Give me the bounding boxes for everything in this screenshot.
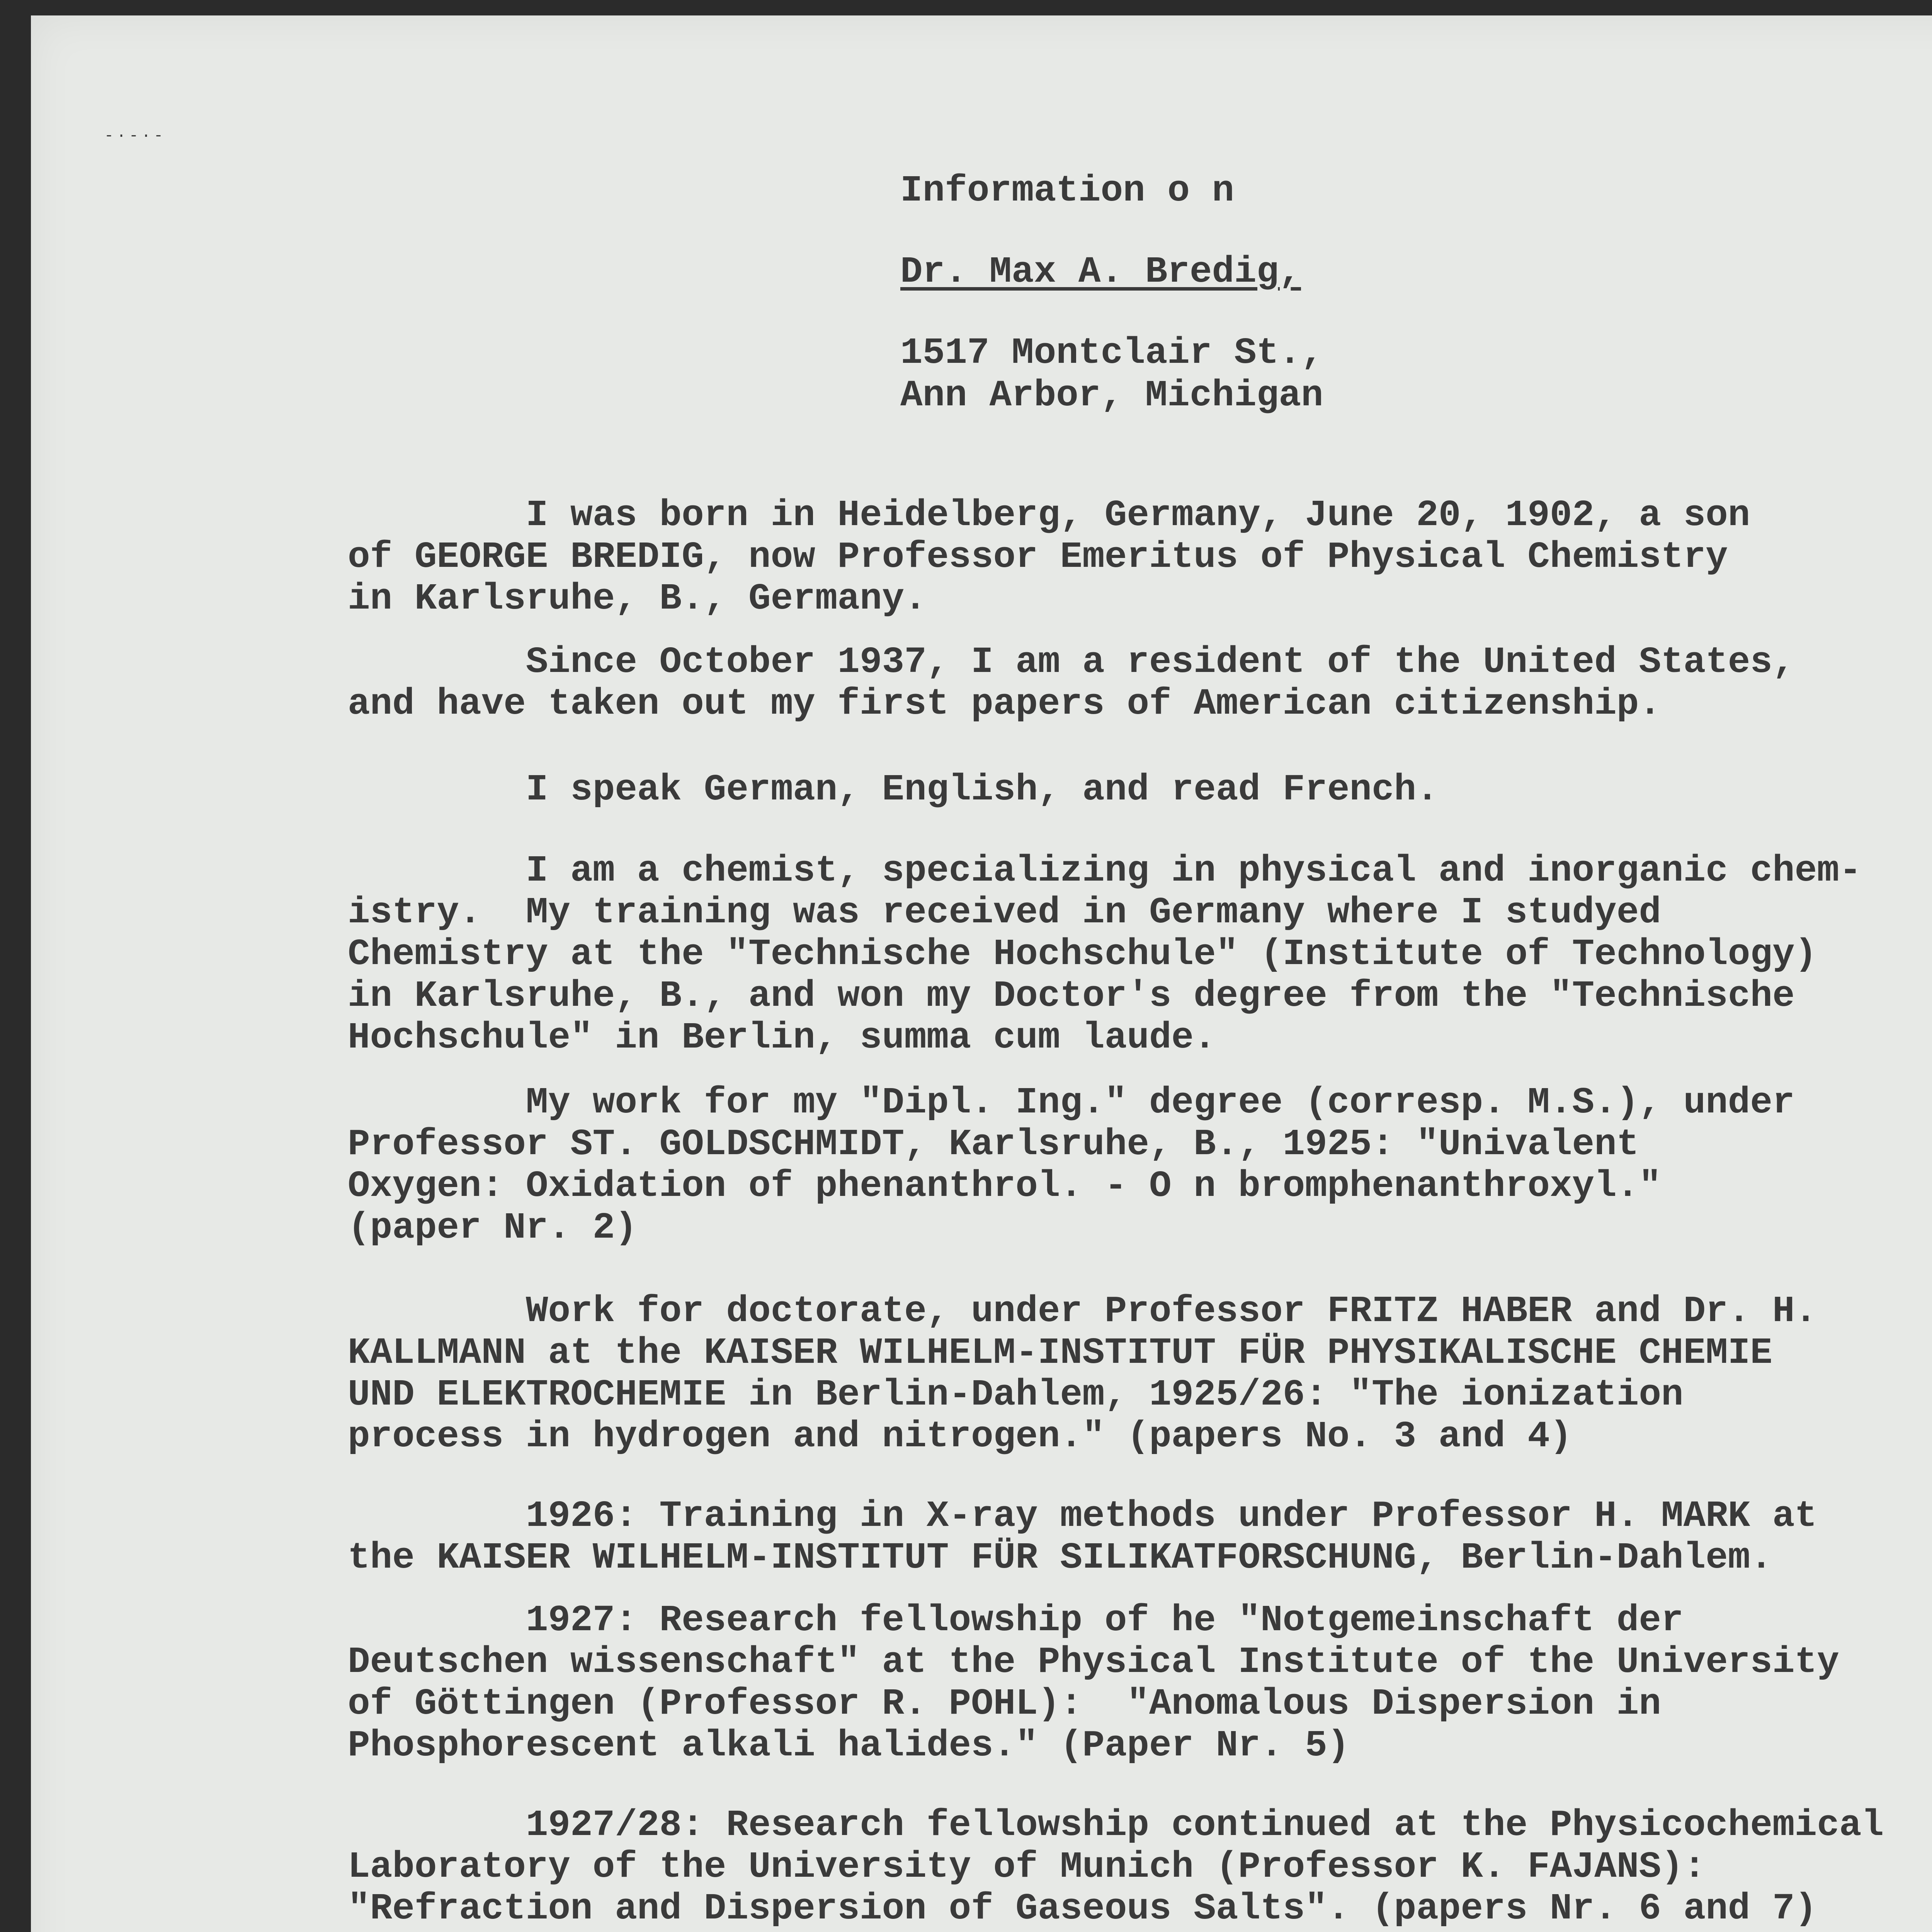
address-line-2: Ann Arbor, Michigan (900, 374, 1323, 417)
paragraph-doctorate: Work for doctorate, under Professor FRITZ HABER and Dr. H. KALLMANN at the KAISER WILHELM-INSTITUT FÜR PHYSIKALISCHE CHEMIE UND ELEKTROCHEMIE in Berlin-Dahlem, 1925/26: "The ionization process in hydrogen and nitrogen." (papers No. 3 and 4) (348, 1290, 1817, 1458)
paragraph-diploma: My work for my "Dipl. Ing." degree (corresp. M.S.), under Professor ST. GOLDSCHMIDT, Karlsruhe, B., 1925: "Univalent Oxygen: Oxidation of phenanthrol. - O n bromphenanthroxyl." (paper Nr. 2) (348, 1082, 1795, 1249)
paragraph-1926: 1926: Training in X-ray methods under Professor H. MARK at the KAISER WILHELM-INSTITUT FÜR SILIKATFORSCHUNG, Berlin-Dahlem. (348, 1495, 1817, 1579)
person-name: Dr. Max A. Bredig, (900, 251, 1301, 293)
paragraph-birth: I was born in Heidelberg, Germany, June 20, 1902, a son of GEORGE BREDIG, now Professor Emeritus of Physical Chemistry in Karlsruhe, B., Germany. (348, 494, 1750, 620)
paragraph-residence: Since October 1937, I am a resident of the United States, and have taken out my first papers of American citizenship. (348, 641, 1795, 725)
address-line-1: 1517 Montclair St., (900, 332, 1323, 374)
paragraph-1927: 1927: Research fellowship of he "Notgemeinschaft der Deutschen wissenschaft" at the Physical Institute of the University of Göttingen (Professor R. POHL): "Anomalous Dispersion in Phosphorescent alkali halides." (Paper Nr. 5) (348, 1599, 1839, 1767)
document-page (31, 15, 1932, 1932)
paragraph-1927-28: 1927/28: Research fellowship continued at the Physicochemical Laboratory of the University of Munich (Professor K. FAJANS): "Refraction and Dispersion of Gaseous Salts". (papers Nr. 6 and 7) (348, 1804, 1884, 1930)
paragraph-languages: I speak German, English, and read French. (348, 769, 1439, 811)
paragraph-training: I am a chemist, specializing in physical and inorganic chem- istry. My training was received in Germany where I studyed Chemistry at the "Technische Hochschule" (Institute of Technology) in Karlsruhe, B., and won my Doctor's degree from the "Technische Hochschule" in Berlin, summa cum laude. (348, 850, 1862, 1059)
document-title: Information o n (900, 170, 1235, 212)
page-mark: -·-·- (104, 128, 167, 145)
